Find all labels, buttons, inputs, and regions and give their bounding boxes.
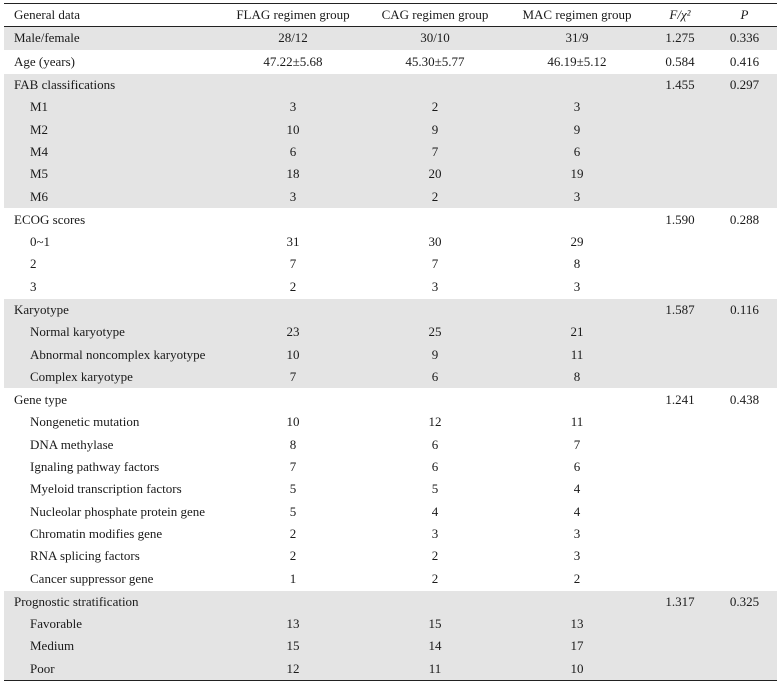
header-flag-group: FLAG regimen group: [236, 7, 350, 23]
f-chi-square-value: [648, 523, 712, 545]
mac-value: 10: [506, 658, 648, 681]
table-header: [4, 4, 777, 27]
flag-value: [222, 208, 364, 231]
f-chi-square-value: [648, 96, 712, 118]
flag-value: 23: [222, 321, 364, 343]
flag-value: 15: [222, 635, 364, 657]
cag-value: [364, 389, 506, 412]
table-row: [4, 253, 777, 275]
cag-value: 5: [431, 481, 439, 497]
cag-value: 45.30±5.77: [364, 50, 506, 73]
f-chi-square-value: [648, 434, 712, 456]
cag-value: 6: [364, 366, 506, 389]
mac-value: [506, 298, 648, 321]
cag-value: 30/10: [364, 27, 506, 50]
cag-value: 14: [364, 635, 506, 657]
mac-value: 2: [573, 570, 581, 586]
table-row: [4, 434, 777, 456]
flag-value: 3: [222, 185, 364, 208]
flag-value: 1: [289, 570, 297, 586]
p-value: [712, 434, 777, 456]
row-label: Medium: [4, 635, 222, 657]
mac-value: 19: [506, 163, 648, 185]
flag-value: [222, 590, 364, 613]
flag-value: 12: [222, 658, 364, 681]
p-value: [712, 635, 777, 657]
row-label: Complex karyotype: [4, 366, 222, 389]
row-label: DNA methylase: [30, 436, 114, 452]
row-label: Male/female: [4, 27, 222, 50]
f-chi-square-value: [648, 231, 712, 253]
table-row: [4, 276, 777, 299]
mac-value: 21: [506, 321, 648, 343]
table-row: [4, 456, 777, 478]
p-value: [712, 545, 777, 567]
mac-value: 31/9: [506, 27, 648, 50]
flag-value: 28/12: [222, 27, 364, 50]
header-cag-group: CAG regimen group: [381, 7, 489, 23]
cag-value: 9: [364, 343, 506, 365]
cag-value: [364, 73, 506, 96]
f-chi-square-value: [648, 567, 712, 590]
header-f-chi-square: F/χ²: [669, 7, 691, 23]
mac-value: 3: [506, 96, 648, 118]
f-chi-square-value: [648, 141, 712, 163]
row-label: Nongenetic mutation: [30, 414, 140, 430]
table-row: [4, 545, 777, 567]
mac-value: 3: [573, 278, 581, 294]
flag-value: 2: [289, 525, 297, 541]
f-chi-square-value: [648, 478, 712, 500]
table-row: [4, 389, 777, 412]
f-chi-square-value: [648, 545, 712, 567]
p-value: [712, 567, 777, 590]
table-body: [4, 27, 777, 681]
row-label: Myeloid transcription factors: [30, 481, 182, 497]
flag-value: 10: [222, 343, 364, 365]
mac-value: 3: [573, 525, 581, 541]
f-chi-square-value: [648, 321, 712, 343]
flag-value: [222, 389, 364, 412]
f-chi-square-value: [648, 456, 712, 478]
row-label: FAB classifications: [4, 73, 222, 96]
table-row: [4, 411, 777, 433]
flag-value: 7: [289, 256, 297, 272]
mac-value: 3: [506, 185, 648, 208]
table-row: [4, 343, 777, 365]
table-row: [4, 141, 777, 163]
f-chi-square-value: 1.590: [648, 208, 712, 231]
p-value: [712, 366, 777, 389]
flag-value: 13: [222, 613, 364, 635]
row-label: 2: [30, 256, 37, 272]
table-row: [4, 231, 777, 253]
f-chi-square-value: [648, 185, 712, 208]
p-value: [712, 163, 777, 185]
p-value: [712, 343, 777, 365]
p-value: [712, 118, 777, 140]
f-chi-square-value: [648, 411, 712, 433]
table-row: [4, 658, 777, 681]
table-row: [4, 73, 777, 96]
mac-value: 8: [506, 366, 648, 389]
flag-value: [222, 73, 364, 96]
mac-value: 46.19±5.12: [506, 50, 648, 73]
row-label: Chromatin modifies gene: [30, 525, 163, 541]
mac-value: 9: [506, 118, 648, 140]
table-row: [4, 118, 777, 140]
cag-value: 6: [431, 459, 439, 475]
table-row: [4, 185, 777, 208]
f-chi-square-value: 0.584: [648, 50, 712, 73]
p-value: [712, 276, 777, 299]
general-data-table: [4, 3, 777, 681]
header-mac-group: MAC regimen group: [522, 7, 632, 23]
row-label: RNA splicing factors: [30, 548, 140, 564]
flag-value: 2: [289, 278, 297, 294]
mac-value: 4: [573, 481, 581, 497]
p-value: [712, 658, 777, 681]
mac-value: 6: [573, 459, 581, 475]
row-label: Prognostic stratification: [4, 590, 222, 613]
flag-value: 10: [286, 414, 300, 430]
row-label: M5: [4, 163, 222, 185]
mac-value: 29: [570, 234, 584, 250]
cag-value: 2: [431, 548, 439, 564]
table-row: [4, 613, 777, 635]
flag-value: 7: [222, 366, 364, 389]
header-general-data: General data: [14, 7, 81, 23]
flag-value: 5: [289, 503, 297, 519]
p-value: 0.116: [712, 298, 777, 321]
p-value: [712, 185, 777, 208]
p-value: [712, 501, 777, 523]
flag-value: 18: [222, 163, 364, 185]
flag-value: 3: [222, 96, 364, 118]
cag-value: 20: [364, 163, 506, 185]
cag-value: 7: [431, 256, 439, 272]
f-chi-square-value: [648, 343, 712, 365]
table-row: [4, 501, 777, 523]
mac-value: [506, 590, 648, 613]
p-value: [712, 321, 777, 343]
mac-value: 6: [506, 141, 648, 163]
p-value: [712, 613, 777, 635]
f-chi-square-value: [648, 658, 712, 681]
flag-value: 5: [289, 481, 297, 497]
mac-value: [506, 73, 648, 96]
mac-value: [506, 208, 648, 231]
mac-value: 17: [506, 635, 648, 657]
flag-value: 47.22±5.68: [222, 50, 364, 73]
cag-value: 2: [364, 185, 506, 208]
row-label: M4: [4, 141, 222, 163]
cag-value: [364, 298, 506, 321]
f-chi-square-value: [648, 613, 712, 635]
row-label: ECOG scores: [4, 208, 222, 231]
table-row: [4, 298, 777, 321]
row-label: 3: [30, 278, 37, 294]
row-label: Normal karyotype: [4, 321, 222, 343]
row-label: Abnormal noncomplex karyotype: [4, 343, 222, 365]
f-chi-square-value: [648, 366, 712, 389]
mac-value: 4: [573, 503, 581, 519]
p-value: [712, 141, 777, 163]
cag-value: 15: [364, 613, 506, 635]
mac-value: 8: [573, 256, 581, 272]
p-value: 0.438: [712, 389, 777, 412]
p-value: [712, 478, 777, 500]
row-label: Karyotype: [4, 298, 222, 321]
cag-value: 3: [431, 278, 439, 294]
p-value: 0.288: [712, 208, 777, 231]
mac-value: 7: [573, 436, 581, 452]
table-row: [4, 321, 777, 343]
f-chi-square-value: 1.317: [648, 590, 712, 613]
flag-value: 10: [222, 118, 364, 140]
f-chi-square-value: [648, 635, 712, 657]
mac-value: 11: [506, 343, 648, 365]
table-row: [4, 567, 777, 590]
row-label: Age (years): [4, 50, 222, 73]
mac-value: 13: [506, 613, 648, 635]
row-label: Cancer suppressor gene: [30, 570, 154, 586]
table-row: [4, 50, 777, 73]
flag-value: 6: [222, 141, 364, 163]
table-row: [4, 590, 777, 613]
cag-value: 12: [428, 414, 442, 430]
p-value: [712, 96, 777, 118]
p-value: [712, 456, 777, 478]
row-label: M6: [4, 185, 222, 208]
flag-value: 8: [289, 436, 297, 452]
table-row: [4, 635, 777, 657]
mac-value: 3: [573, 548, 581, 564]
header-p-value: P: [740, 7, 749, 23]
cag-value: 9: [364, 118, 506, 140]
table-row: [4, 523, 777, 545]
table-row: [4, 163, 777, 185]
table-row: [4, 208, 777, 231]
cag-value: 7: [364, 141, 506, 163]
flag-value: 31: [286, 234, 300, 250]
cag-value: 6: [431, 436, 439, 452]
cag-value: [364, 208, 506, 231]
cag-value: 11: [364, 658, 506, 681]
f-chi-square-value: 1.455: [648, 73, 712, 96]
p-value: [712, 411, 777, 433]
f-chi-square-value: [648, 118, 712, 140]
f-chi-square-value: 1.587: [648, 298, 712, 321]
f-chi-square-value: 1.241: [648, 389, 712, 412]
f-chi-square-value: [648, 501, 712, 523]
cag-value: 25: [364, 321, 506, 343]
f-chi-square-value: [648, 163, 712, 185]
table-row: [4, 27, 777, 50]
row-label: Poor: [4, 658, 222, 681]
row-label: Gene type: [4, 389, 222, 412]
flag-value: 7: [289, 459, 297, 475]
row-label: 0~1: [30, 234, 51, 250]
table-row: [4, 366, 777, 389]
p-value: 0.416: [712, 50, 777, 73]
cag-value: [364, 590, 506, 613]
row-label: Nucleolar phosphate protein gene: [30, 503, 206, 519]
table-row: [4, 478, 777, 500]
p-value: [712, 253, 777, 275]
f-chi-square-value: 1.275: [648, 27, 712, 50]
cag-value: 2: [364, 96, 506, 118]
flag-value: 2: [289, 548, 297, 564]
mac-value: [506, 389, 648, 412]
f-chi-square-value: [648, 253, 712, 275]
row-label: M2: [4, 118, 222, 140]
mac-value: 11: [570, 414, 584, 430]
p-value: 0.297: [712, 73, 777, 96]
table-row: [4, 96, 777, 118]
cag-value: 4: [431, 503, 439, 519]
flag-value: [222, 298, 364, 321]
cag-value: 3: [431, 525, 439, 541]
header-row: [4, 4, 777, 27]
p-value: [712, 523, 777, 545]
cag-value: 30: [428, 234, 442, 250]
p-value: 0.336: [712, 27, 777, 50]
cag-value: 2: [431, 570, 439, 586]
row-label: M1: [4, 96, 222, 118]
p-value: 0.325: [712, 590, 777, 613]
p-value: [712, 231, 777, 253]
f-chi-square-value: [648, 276, 712, 299]
table-container: [4, 3, 777, 681]
row-label: Favorable: [4, 613, 222, 635]
row-label: Ignaling pathway factors: [30, 459, 160, 475]
